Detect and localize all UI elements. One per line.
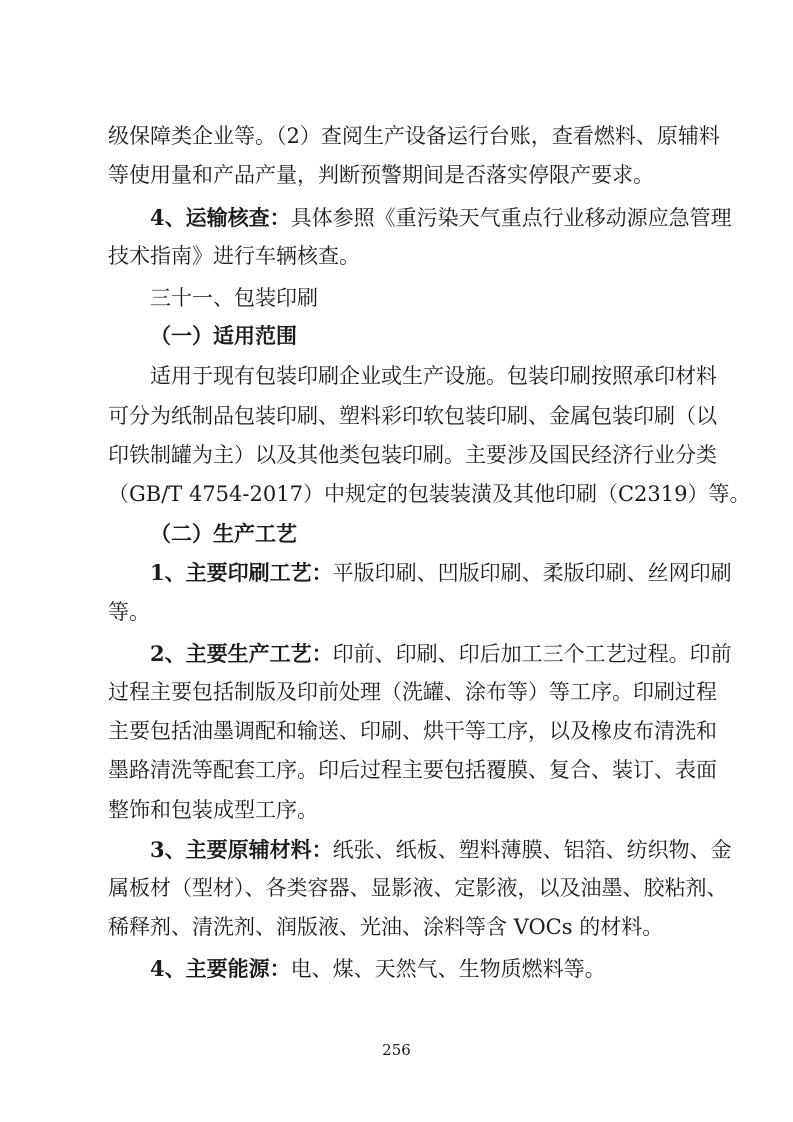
line-text: 等。 (108, 600, 150, 624)
line-text: 纸张、纸板、塑料薄膜、铝箔、纺织物、金 (332, 838, 732, 862)
section-heading (150, 283, 698, 313)
paragraph-line (108, 597, 698, 627)
section-title: 三十一、包装印刷 (150, 286, 318, 310)
paragraph-line (150, 639, 732, 669)
line-text: 稀释剂、清洗剂、润版液、光油、涂料等含 VOCs 的材料。 (108, 915, 664, 939)
subsection-heading (150, 519, 698, 549)
line-text: 属板材（型材）、各类容器、显影液、定影液，以及油墨、胶粘剂、 (108, 876, 728, 900)
paragraph-line (150, 954, 698, 984)
line-text: 印前、印刷、印后加工三个工艺过程。印前 (332, 642, 732, 666)
paragraph-line (108, 440, 717, 470)
item-heading: 4、主要能源： (150, 956, 291, 981)
item-heading: 4、运输核查： (150, 205, 291, 230)
subsection-heading (150, 321, 698, 351)
paragraph-line (108, 755, 717, 785)
subsection-title: （二）生产工艺 (150, 521, 297, 546)
line-text: （GB/T 4754-2017）中规定的包装装潢及其他印刷（C2319）等。 (108, 482, 751, 506)
line-text: 技术指南》进行车辆核查。 (108, 244, 360, 268)
line-text: 适用于现有包装印刷企业或生产设施。包装印刷按照承印材料 (150, 364, 717, 388)
item-heading: 3、主要原辅材料： (150, 837, 333, 862)
line-text: 级保障类企业等。（2）查阅生产设备运行台账，查看燃料、原辅料 (108, 124, 720, 148)
line-text: 主要包括油墨调配和输送、印刷、烘干等工序，以及橡皮布清洗和 (108, 719, 717, 743)
line-text: 可分为纸制品包装印刷、塑料彩印软包装印刷、金属包装印刷（以 (108, 404, 717, 428)
line-text: 电、煤、天然气、生物质燃料等。 (290, 957, 606, 981)
paragraph-line (108, 873, 728, 903)
item-heading: 2、主要生产工艺： (150, 641, 333, 666)
paragraph-line (150, 203, 732, 233)
paragraph-line (108, 241, 698, 271)
paragraph-line (108, 795, 698, 825)
line-text: 过程主要包括制版及印前处理（洗罐、涂布等）等工序。印刷过程 (108, 680, 717, 704)
line-text: 整饰和包装成型工序。 (108, 798, 318, 822)
line-text: 等使用量和产品产量，判断预警期间是否落实停限产要求。 (108, 163, 654, 187)
line-text: 墨路清洗等配套工序。印后过程主要包括覆膜、复合、装订、表面 (108, 758, 717, 782)
paragraph-line (108, 121, 720, 151)
paragraph-line (150, 361, 717, 391)
subsection-title: （一）适用范围 (150, 323, 297, 348)
line-text: 印铁制罐为主）以及其他类包装印刷。主要涉及国民经济行业分类 (108, 443, 717, 467)
paragraph-line (108, 677, 717, 707)
item-heading: 1、主要印刷工艺： (150, 560, 333, 585)
paragraph-line (108, 716, 717, 746)
paragraph-line (108, 401, 717, 431)
paragraph-line (108, 912, 698, 942)
page-number: 256 (382, 1041, 411, 1059)
paragraph-line (108, 160, 698, 190)
line-text: 平版印刷、凹版印刷、柔版印刷、丝网印刷 (332, 561, 732, 585)
line-text: 具体参照《重污染天气重点行业移动源应急管理 (290, 206, 732, 230)
paragraph-line (150, 558, 732, 588)
paragraph-line (150, 835, 732, 865)
paragraph-line (108, 479, 751, 509)
